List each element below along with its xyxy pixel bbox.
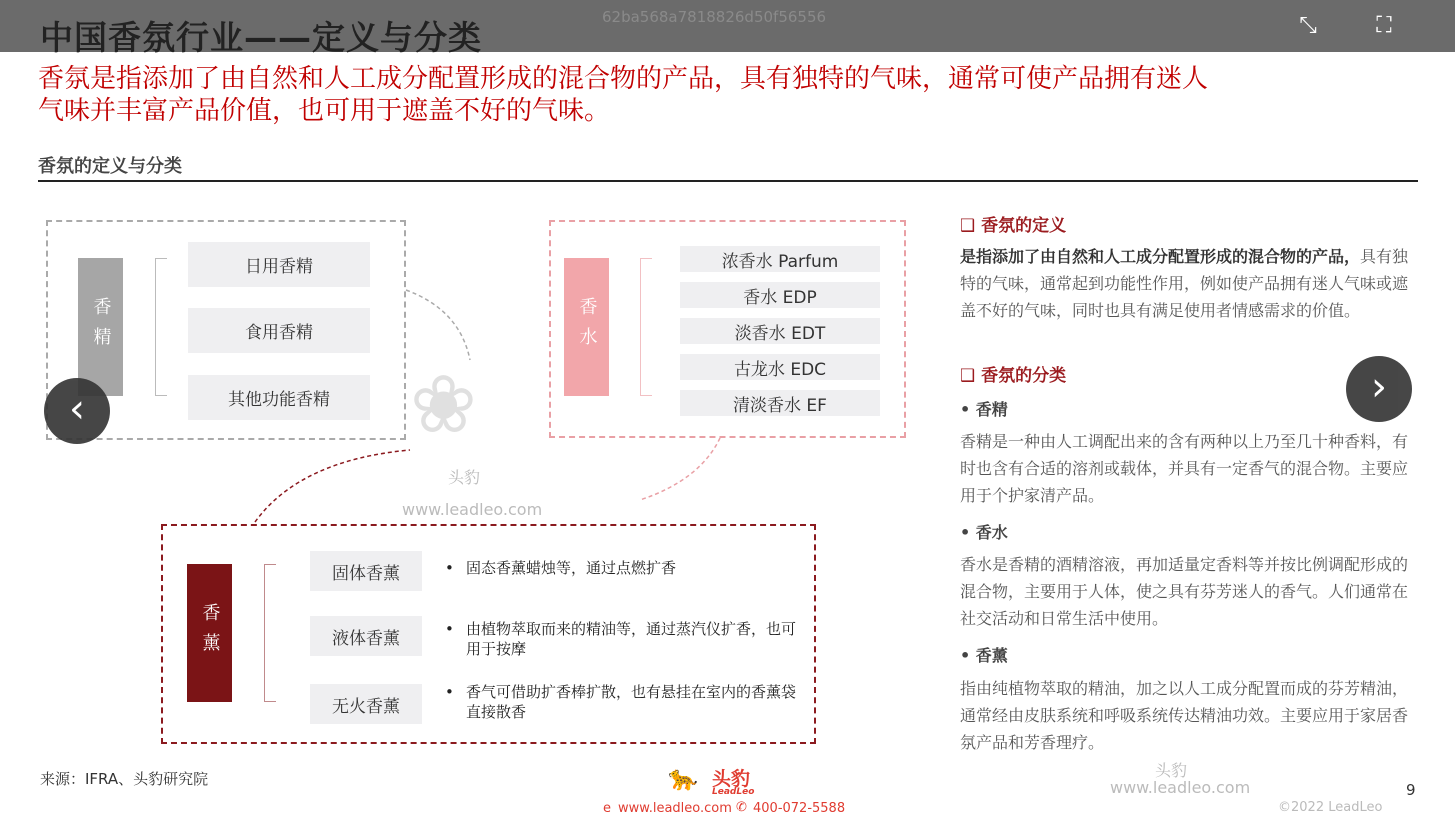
next-slide-button[interactable]: › [1346,356,1412,422]
essence-item: 食用香精 [188,308,370,353]
classification-heading: ❑ 香氛的分类 [960,366,1067,386]
essence-item: 日用香精 [188,242,370,287]
bullet-essence: • 香精 [960,400,1008,419]
watermark-url: www.leadleo.com [402,500,543,519]
phone-icon: ✆ [736,800,747,815]
definition-text: 具有独特的气味，通常起到功能性作用，例如使产品拥有迷人气味或遮盖不好的气味，同时也具有满足使用者情感需求的价值。 [960,247,1409,320]
watermark-brand: 头豹 [448,468,481,487]
logo-cn: 头豹 [712,768,751,790]
web-icon: e [603,801,611,816]
site-link[interactable]: www.leadleo.com [618,801,732,816]
copyright: ©2022 LeadLeo [1278,800,1383,815]
bracket [264,564,276,702]
aroma-item: 固体香薰 [310,551,422,591]
perfume-item: 古龙水 EDC [680,354,880,380]
bullet-dot: • [445,559,454,577]
page-number: 9 [1406,781,1416,799]
perfume-item: 清淡香水 EF [680,390,880,416]
watermark-brand: 头豹 [1155,761,1188,780]
subtitle-line-1: 香氛是指添加了由自然和人工成分配置形成的混合物的产品，具有独特的气味，通常可使产品拥有迷人 [38,64,1209,94]
bullet-dot: • [445,683,454,701]
aroma-desc: 香气可借助扩香棒扩散，也有悬挂在室内的香薰袋直接散香 [466,683,797,721]
source-note: 来源：IFRA、头豹研究院 [40,770,209,788]
document-hash: 62ba568a7818826d50f56556 [602,8,827,26]
watermark-url: www.leadleo.com [1110,778,1251,797]
shrink-icon[interactable]: ⤡ [1299,13,1317,38]
aroma-desc: 由植物萃取而来的精油等，通过蒸汽仪扩香，也可用于按摩 [466,620,797,658]
perfume-text: 香水是香精的酒精溶液，再加适量定香料等并按比例调配形成的混合物，主要用于人体，使之具有芬芳迷人的香气。人们通常在社交活动和日常生活中使用。 [960,555,1409,628]
perfume-item: 香水 EDP [680,282,880,308]
perfume-label: 香水 [564,258,609,396]
definition-bold: 是指添加了由自然和人工成分配置形成的混合物的产品， [960,247,1361,266]
essence-label: 香精 [78,258,123,396]
aroma-text: 指由纯植物萃取的精油，加之以人工成分配置而成的芬芳精油，通常经由皮肤系统和呼吸系统传达精油功效。主要应用于家居香氛产品和芳香理疗。 [960,679,1409,752]
aroma-desc: 固态香薰蜡烛等，通过点燃扩香 [466,559,677,577]
bullet-perfume: • 香水 [960,523,1008,542]
subtitle-line-2: 气味并丰富产品价值，也可用于遮盖不好的气味。 [38,96,611,126]
watermark-logo-icon: ❀ [410,358,478,451]
definition-heading: ❑ 香氛的定义 [960,216,1067,236]
essence-item: 其他功能香精 [188,375,370,420]
fullscreen-icon[interactable]: ⛶ [1376,13,1392,38]
logo-en: LeadLeo [712,787,755,797]
aroma-label: 香薰 [187,564,232,702]
perfume-item: 浓香水 Parfum [680,246,880,272]
aroma-item: 液体香薰 [310,616,422,656]
aroma-item: 无火香薰 [310,684,422,724]
leopard-logo-icon: 🐆 [668,764,698,792]
essence-text: 香精是一种由人工调配出来的含有两种以上乃至几十种香料，有时也含有合适的溶剂或载体，并具有一定香气的混合物。主要应用于个护家清产品。 [960,432,1409,505]
prev-slide-button[interactable]: ‹ [44,378,110,444]
phone-number: 400-072-5588 [753,801,846,816]
section-title: 香氛的定义与分类 [38,156,182,177]
bullet-aroma: • 香薰 [960,646,1008,665]
page-title: 中国香氛行业——定义与分类 [40,18,482,57]
perfume-item: 淡香水 EDT [680,318,880,344]
bullet-dot: • [445,620,454,638]
